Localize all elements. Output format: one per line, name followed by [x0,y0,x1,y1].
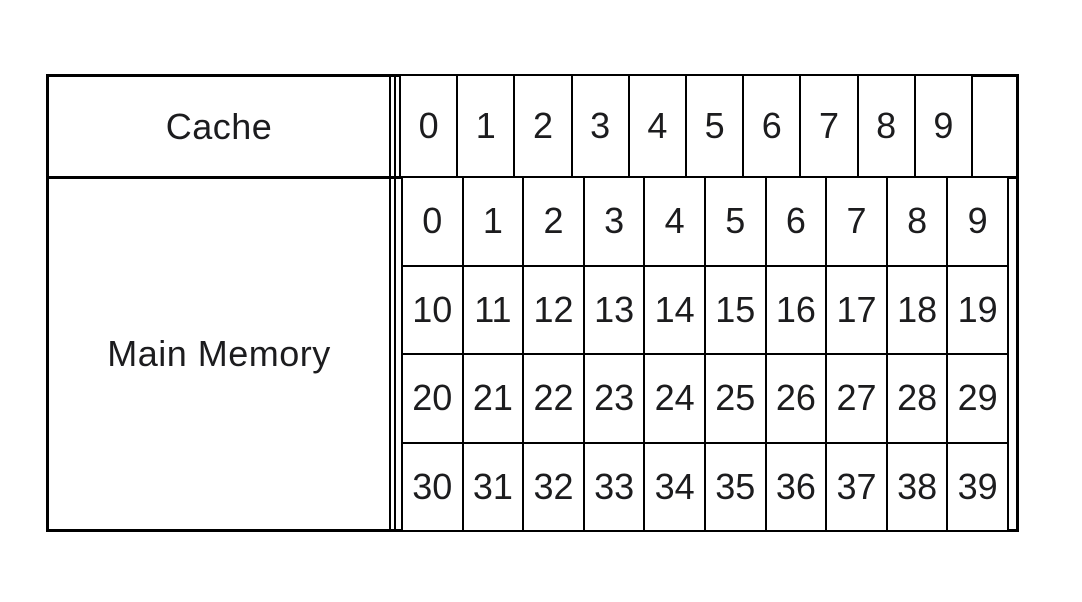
memory-block-cell: 20 [403,355,462,442]
memory-block-cell: 12 [524,267,583,354]
memory-block-cell: 31 [464,444,523,531]
cache-block-cell: 7 [801,76,856,176]
cache-label: Cache [165,105,273,147]
cache-block-cell: 8 [859,76,914,176]
cache-block-cell: 9 [916,76,971,176]
memory-block-cell: 19 [948,267,1007,354]
memory-row-0 [403,178,1007,265]
memory-block-cell: 1 [464,178,523,265]
cache-block-row [399,74,973,178]
memory-block-cell: 14 [645,267,704,354]
memory-row-1 [403,267,1007,354]
cache-block-cell: 4 [630,76,685,176]
memory-block-cell: 6 [767,178,826,265]
main-memory-label: Main Memory [107,333,331,374]
cache-block-cell: 2 [515,76,570,176]
cache-block-cell: 0 [401,76,456,176]
memory-block-cell: 22 [524,355,583,442]
cache-block-cell: 1 [458,76,513,176]
memory-block-cell: 11 [464,267,523,354]
memory-block-cell: 10 [403,267,462,354]
memory-block-cell: 3 [585,178,644,265]
memory-block-cell: 32 [524,444,583,531]
memory-block-cell: 33 [585,444,644,531]
memory-block-cell: 21 [464,355,523,442]
memory-block-cell: 23 [585,355,644,442]
memory-block-cell: 27 [827,355,886,442]
memory-block-cell: 8 [888,178,947,265]
memory-block-cell: 13 [585,267,644,354]
cache-block-cell: 6 [744,76,799,176]
memory-block-cell: 18 [888,267,947,354]
memory-block-cell: 36 [767,444,826,531]
memory-block-cell: 16 [767,267,826,354]
memory-block-cell: 38 [888,444,947,531]
memory-block-cell: 7 [827,178,886,265]
label-column-divider-line [389,74,391,532]
memory-block-cell: 26 [767,355,826,442]
memory-block-cell: 25 [706,355,765,442]
memory-block-cell: 39 [948,444,1007,531]
memory-block-cell: 2 [524,178,583,265]
memory-block-cell: 34 [645,444,704,531]
memory-block-cell: 0 [403,178,462,265]
memory-block-cell: 4 [645,178,704,265]
memory-block-cell: 35 [706,444,765,531]
memory-block-cell: 17 [827,267,886,354]
memory-block-cell: 5 [706,178,765,265]
memory-block-cell: 9 [948,178,1007,265]
memory-block-cell: 24 [645,355,704,442]
main-memory-grid [401,176,1009,532]
memory-block-cell: 37 [827,444,886,531]
memory-block-cell: 15 [706,267,765,354]
cache-block-cell: 3 [573,76,628,176]
inner-divider-line [394,74,396,532]
memory-block-cell: 28 [888,355,947,442]
memory-block-cell: 29 [948,355,1007,442]
memory-row-2 [403,355,1007,442]
cache-block-cell: 5 [687,76,742,176]
memory-row-3 [403,444,1007,531]
memory-block-cell: 30 [403,444,462,531]
